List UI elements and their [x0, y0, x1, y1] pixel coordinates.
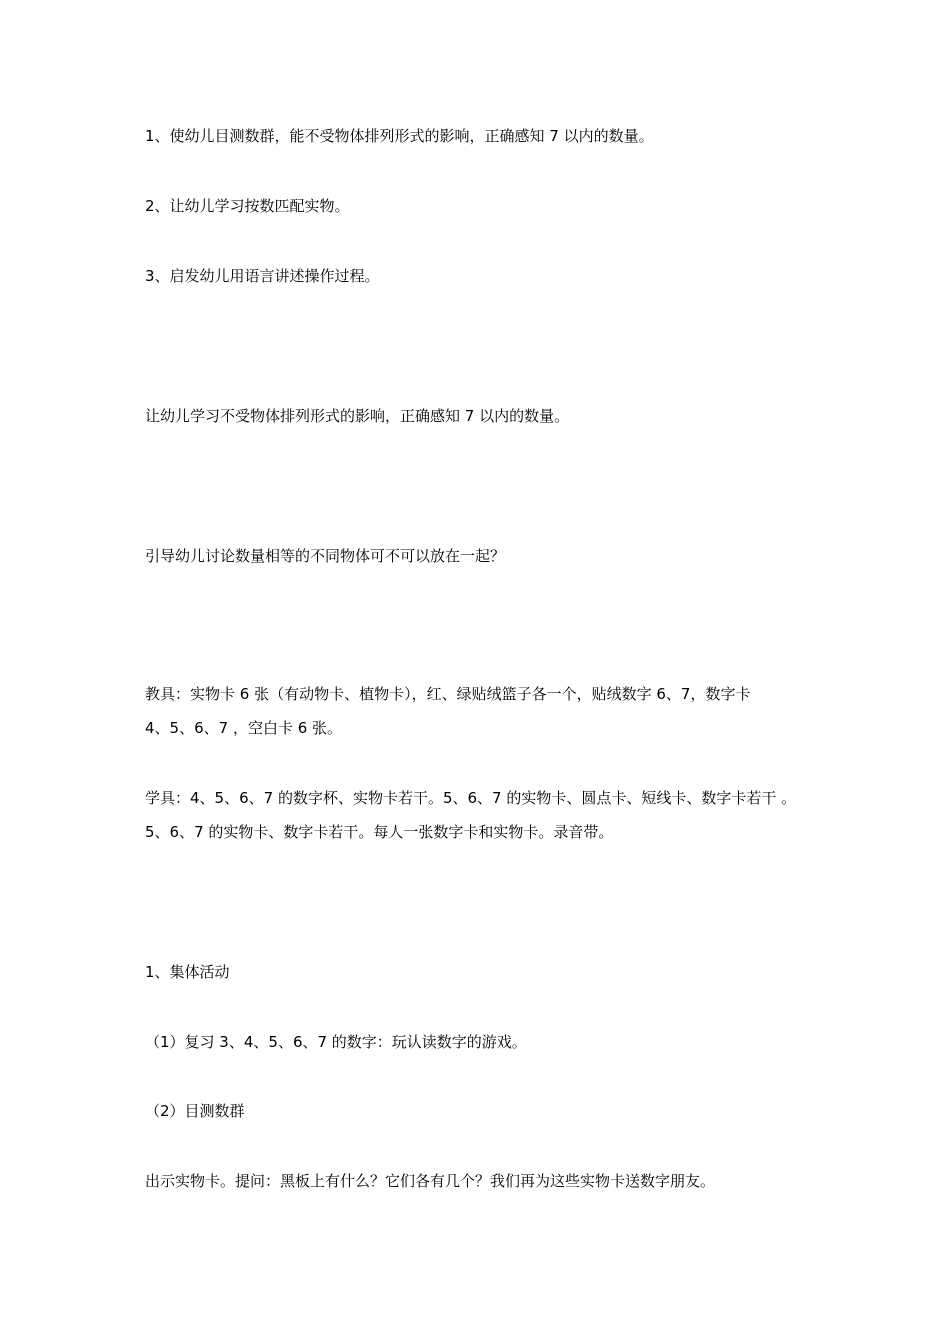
objective-3: 3、启发幼儿用语言讲述操作过程。: [145, 267, 380, 285]
process-step-1-2: （2）目测数群: [145, 1102, 245, 1120]
objective-1: 1、使幼儿目测数群，能不受物体排列形式的影响，正确感知 7 以内的数量。: [145, 127, 654, 145]
objective-2: 2、让幼儿学习按数匹配实物。: [145, 197, 350, 215]
process-step-1: 1、集体活动: [145, 963, 230, 981]
student-materials-line-2: 5、6、7 的实物卡、数字卡若干。每人一张数字卡和实物卡。录音带。: [145, 823, 614, 841]
process-step-1-1: （1）复习 3、4、5、6、7 的数字：玩认读数字的游戏。: [145, 1033, 527, 1051]
difficulty: 引导幼儿讨论数量相等的不同物体可不可以放在一起？: [145, 547, 506, 565]
teacher-materials-line-1: 教具：实物卡 6 张（有动物卡、植物卡），红、绿贴绒篮子各一个，贴绒数字 6、7，数字卡: [145, 685, 751, 703]
key-point: 让幼儿学习不受物体排列形式的影响，正确感知 7 以内的数量。: [145, 407, 570, 425]
teacher-materials-line-2: 4、5、6、7 ，空白卡 6 张。: [145, 719, 343, 737]
process-step-1-2-text: 出示实物卡。提问：黑板上有什么？它们各有几个？我们再为这些实物卡送数字朋友。: [145, 1172, 716, 1190]
student-materials-line-1: 学具：4、5、6、7 的数字杯、实物卡若干。5、6、7 的实物卡、圆点卡、短线卡、数字卡若干 。: [145, 789, 797, 807]
